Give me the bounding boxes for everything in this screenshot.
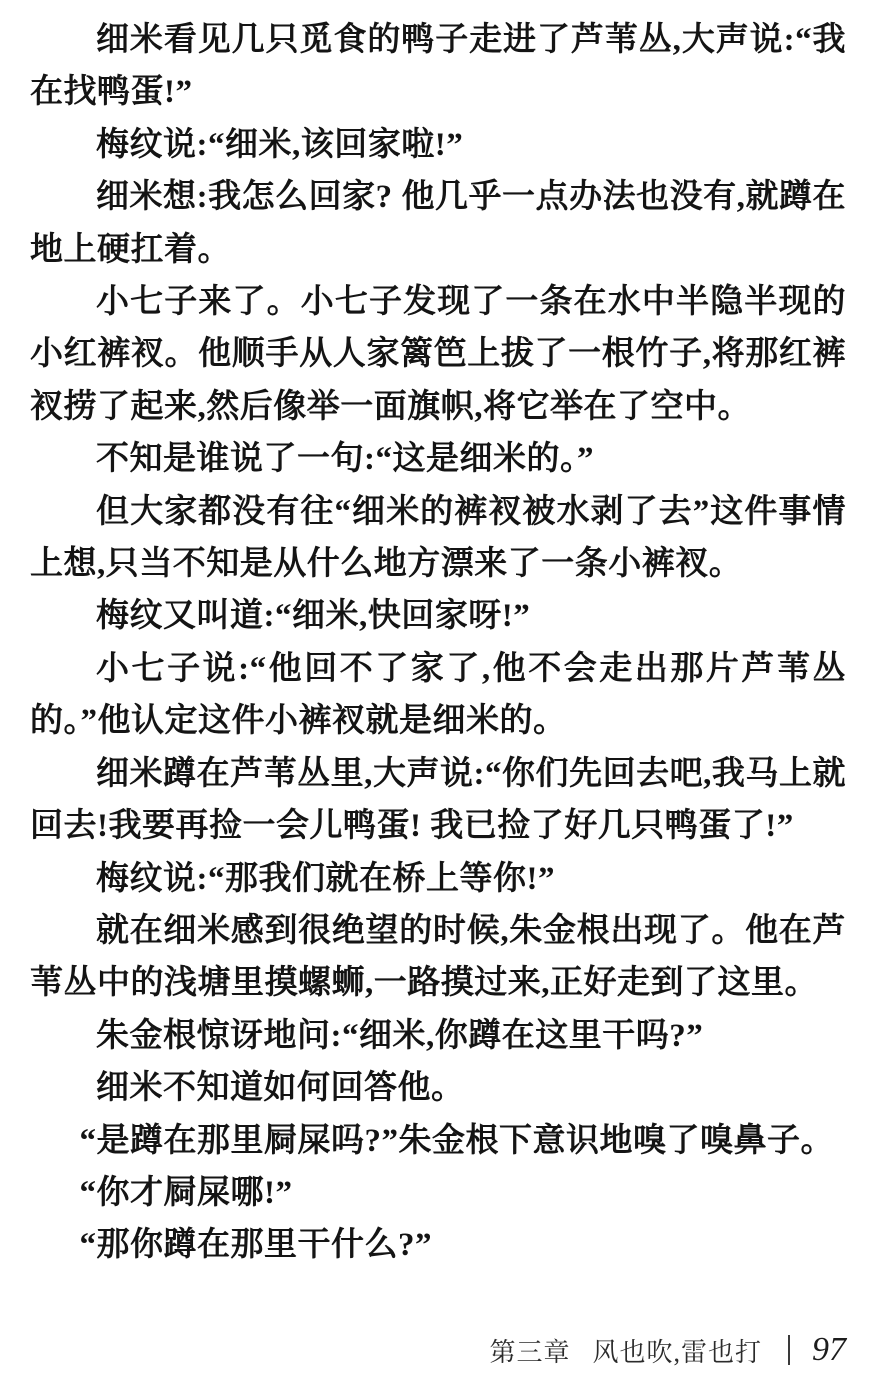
page-footer: [489, 1331, 846, 1369]
paragraph: 小七子来了。小七子发现了一条在水中半隐半现的小红裤衩。他顺手从人家篱笆上拔了一根竹子,将那红裤衩捞了起来,然后像举一面旗帜,将它举在了空中。: [30, 284, 846, 425]
paragraph: 细米想:我怎么回家? 他几乎一点办法也没有,就蹲在地上硬扛着。: [30, 179, 846, 268]
paragraph: “是蹲在那里屙屎吗?”朱金根下意识地嗅了嗅鼻子。: [79, 1122, 834, 1159]
paragraph: “你才屙屎哪!”: [79, 1174, 293, 1211]
paragraph: 梅纹又叫道:“细米,快回家呀!”: [96, 598, 531, 635]
paragraph: 但大家都没有往“细米的裤衩被水剥了去”这件事情上想,只当不知是从什么地方漂来了一条小裤衩。: [30, 493, 846, 583]
paragraph: 梅纹说:“那我们就在桥上等你!”: [96, 860, 555, 897]
paragraph: 就在细米感到很绝望的时候,朱金根出现了。他在芦苇丛中的浅塘里摸螺蛳,一路摸过来,正好走到了这里。: [30, 912, 846, 1002]
paragraph: 细米看见几只觅食的鸭子走进了芦苇丛,大声说:“我在找鸭蛋!”: [30, 22, 846, 111]
chapter-label: 第三章: [489, 1337, 571, 1367]
paragraph: 梅纹说:“细米,该回家啦!”: [96, 126, 464, 163]
page-text: [30, 14, 846, 1272]
page-number: 97: [812, 1331, 846, 1368]
paragraph: 朱金根惊讶地问:“细米,你蹲在这里干吗?”: [96, 1017, 704, 1054]
footer-separator: [788, 1335, 790, 1365]
paragraph: 不知是谁说了一句:“这是细米的。”: [96, 441, 594, 478]
paragraph: 细米不知道如何回答他。: [96, 1070, 465, 1107]
paragraph: “那你蹲在那里干什么?”: [79, 1227, 432, 1264]
chapter-title: 风也吹,雷也打: [592, 1337, 762, 1367]
paragraph: 细米蹲在芦苇丛里,大声说:“你们先回去吧,我马上就回去!我要再捡一会儿鸭蛋! 我已捡了好几只鸭蛋了!”: [30, 755, 846, 845]
paragraph: 小七子说:“他回不了家了,他不会走出那片芦苇丛的。”他认定这件小裤衩就是细米的。: [30, 650, 846, 740]
